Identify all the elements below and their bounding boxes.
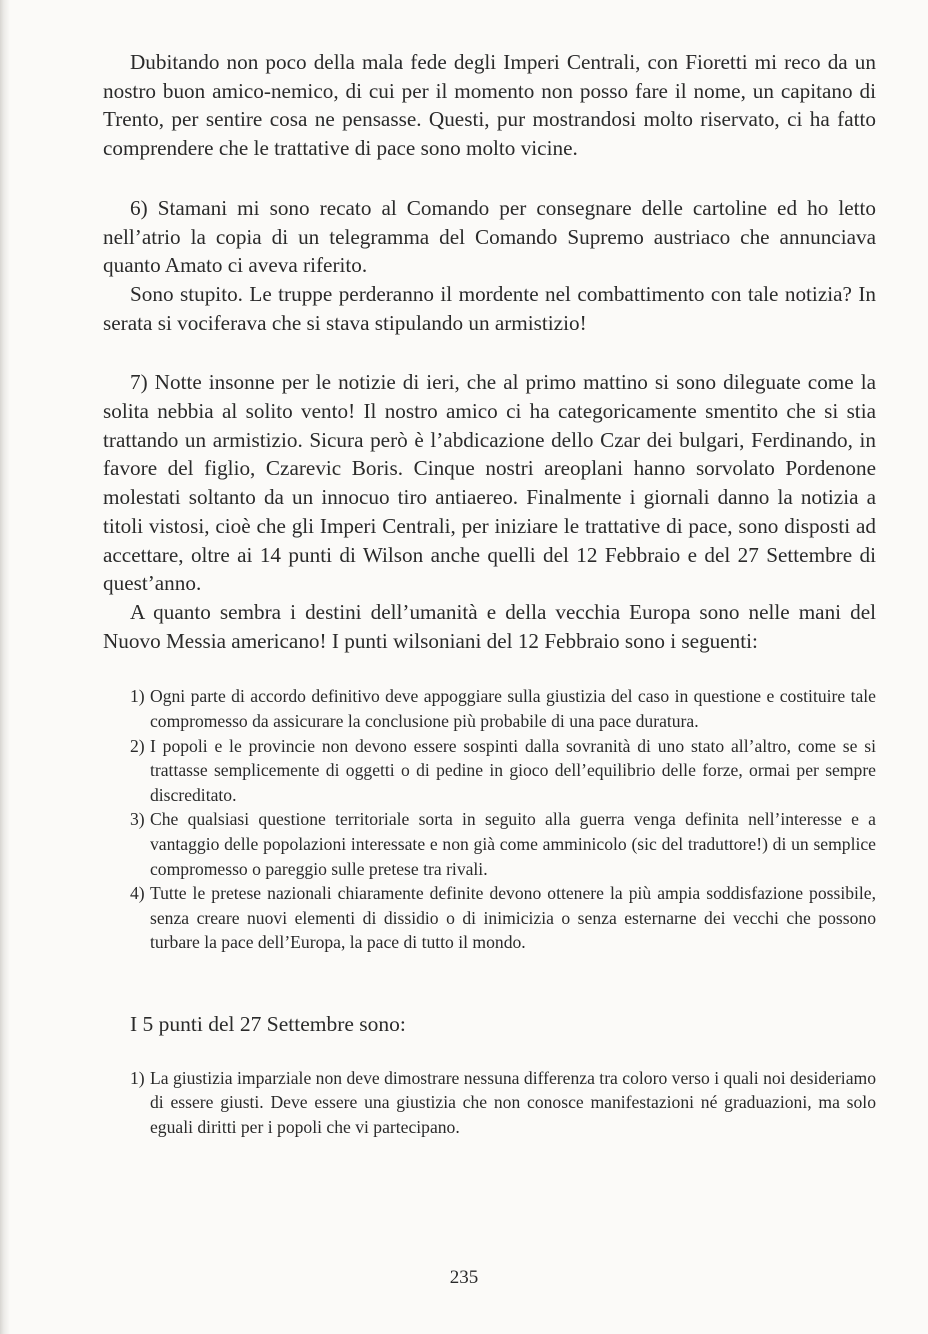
september-heading: I 5 punti del 27 Settembre sono:: [130, 1011, 406, 1036]
page-edge-shadow: [0, 0, 10, 1334]
paragraph-messia: A quanto sembra i destini dell’umanità e della vecchia Europa sono nelle mani del Nuovo Messia americano! I punti wilsoniani del 12 Febbraio sono i seguenti:: [103, 599, 876, 653]
list-item: 3) Che qualsiasi questione territoriale sorta in seguito alla guerra venga definita nell’interesse e a vantaggio delle popolazioni interessate e non già come amminicolo (sic del traduttore!) di un semplice compromesso o pareggio sulle pretese tra rivali.: [130, 809, 876, 879]
list-item: 2) I popoli e le provincie non devono essere sospinti dalla sovranità di uno stato all’altro, come se si trattasse semplicemente di oggetti o di pedine in gioco dell’equilibrio delle forze, ormai per sempre discreditato.: [130, 735, 876, 805]
september-points-list: [130, 1066, 876, 1140]
list-item: 1) Ogni parte di accordo definitivo deve appoggiare sulla giustizia del caso in questione e costituire tale compromesso da assicurare la conclusione più probabile di una pace duratura.: [130, 686, 876, 731]
list-item: 1) La giustizia imparziale non deve dimostrare nessuna differenza tra coloro verso i quali noi desideriamo di essere giusti. Deve essere una giustizia che non conosce manifestazioni né graduazioni, ma solo eguali diritti per i popoli che vi partecipano.: [130, 1067, 876, 1138]
list-item: 4) Tutte le pretese nazionali chiaramente definite devono ottenere la più ampia soddisfazione possibile, senza creare nuovi elementi di dissidio o di inimicizia o senza esternarne dei vecchi che possono turbare la pace dell’Europa, la pace di tutto il mondo.: [130, 883, 876, 953]
february-points-list: [130, 684, 876, 955]
paragraph-entry-7: 7) Notte insonne per le notizie di ieri, che al primo mattino si sono dileguate come la solita nebbia al solito vento! Il nostro amico ci ha categoricamente smentito che si stia trattando un armistizio. Sicura però è l’abdicazione dello Czar dei bulgari, Ferdinando, in favore del figlio, Czarevic Boris. Cinque nostri areoplani hanno sorvolato Pordenone molestati soltanto da un innocuo tiro antiaereo. Finalmente i giornali danno la notizia a titoli vistosi, cioè che gli Imperi Centrali, per iniziare le trattative di pace, sono disposti ad accettare, oltre ai 14 punti di Wilson anche quelli del 12 Febbraio e del 27 Settembre di quest’anno.: [103, 370, 876, 596]
page-number: 235: [449, 1267, 479, 1288]
page-content: [103, 48, 876, 1140]
paragraph-fioretti: Dubitando non poco della mala fede degli Imperi Centrali, con Fioretti mi reco da un nostro buon amico-nemico, di cui per il momento non posso fare il nome, un capitano di Trento, per sentire cosa ne pensasse. Questi, pur mostrandosi molto riservato, ci ha fatto comprendere che le trattative di pace sono molto vicine.: [103, 50, 876, 161]
paragraph-stupito: Sono stupito. Le truppe perderanno il mordente nel combattimento con tale notizia? In serata si vociferava che si stava stipulando un armistizio!: [103, 281, 876, 335]
paragraph-entry-6: 6) Stamani mi sono recato al Comando per consegnare delle cartoline ed ho letto nell’atrio la copia di un telegramma del Comando Supremo austriaco che annunciava quanto Amato ci aveva riferito.: [103, 195, 876, 278]
